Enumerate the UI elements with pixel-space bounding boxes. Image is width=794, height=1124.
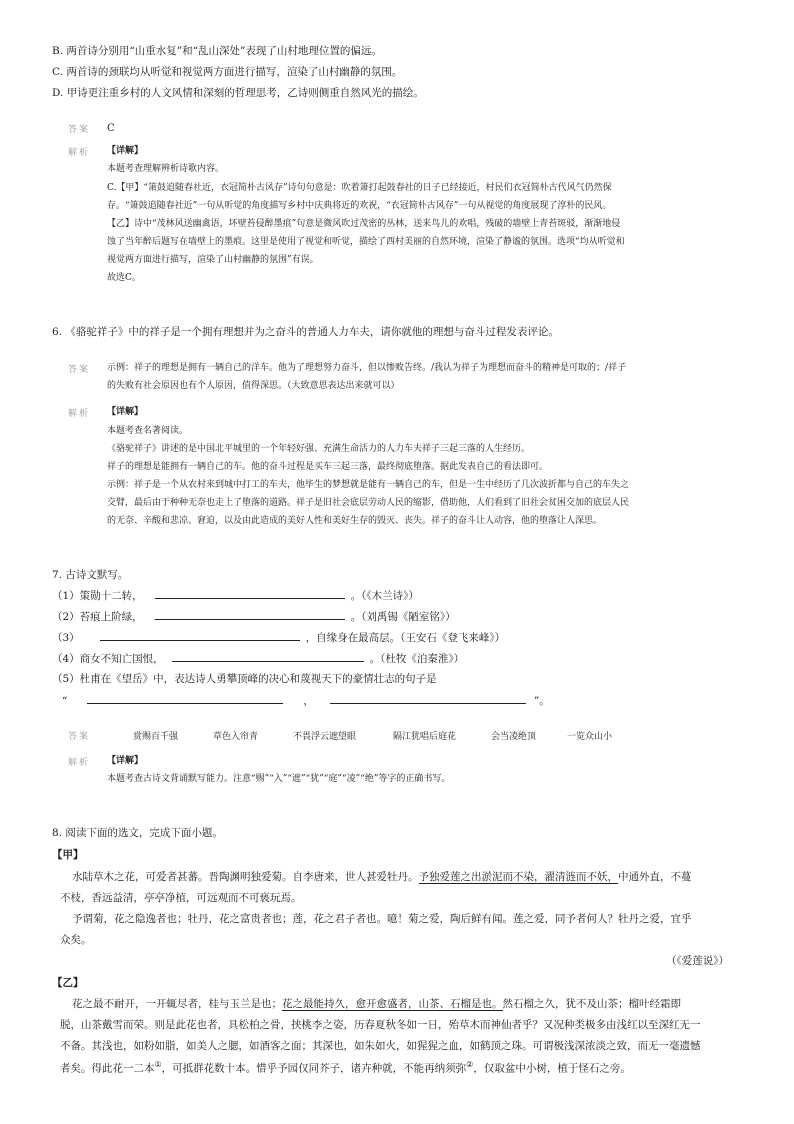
recite-item-1: （1）策勋十二转， 。（《木兰诗》） bbox=[52, 590, 419, 602]
passage-jia-line: 水陆草木之花，可爱者甚蕃。晋陶渊明独爱菊。自李唐来，世人甚爱牡丹。予独爱莲之出淤泥而不染，濯清涟而不妖，中通外直，不蔓 bbox=[72, 871, 692, 883]
analysis-label: 解析 bbox=[68, 409, 91, 419]
underlined-sentence: 花之最能持久，愈开愈盛者，山茶、石榴是也。 bbox=[282, 998, 503, 1010]
question-8: 8. 阅读下面的选文，完成下面小题。 bbox=[52, 827, 223, 839]
answer-item: 赏赐百千强 bbox=[133, 732, 179, 742]
passage-jia-line: 不枝，香远益清，亭亭净植，可远观而不可亵玩焉。 bbox=[60, 892, 302, 904]
passage-yi-label: 【乙】 bbox=[52, 977, 84, 989]
answer-blank[interactable] bbox=[155, 609, 345, 620]
question-6: 6. 《骆驼祥子》中的祥子是一个拥有理想并为之奋斗的普通人力车夫，请你就他的理想与奋斗过程发表评论。 bbox=[52, 326, 559, 338]
answer-line: 示例：祥子的理想是拥有一辆自己的洋车。他为了理想努力奋斗，但以惨败告终。/我认为祥子为理想而奋斗的精神是可取的；/祥子 bbox=[107, 363, 627, 373]
answer-blank[interactable] bbox=[330, 693, 526, 704]
analysis-heading: 【详解】 bbox=[107, 756, 144, 766]
analysis-line: 本题考查古诗文背诵默写能力。注意“赐”“入”“遮”“犹”“庭”“凌”“绝”等字的正确书写。 bbox=[107, 774, 451, 784]
footnote-marker[interactable]: ① bbox=[154, 1060, 162, 1069]
answer-item: 草色入帘青 bbox=[213, 732, 259, 742]
answer-item: 一览众山小 bbox=[567, 732, 613, 742]
answer-blank[interactable] bbox=[87, 693, 283, 704]
answer-item: 会当凌绝顶 bbox=[491, 732, 537, 742]
analysis-line: 蚀了当年醉后题写在墙壁上的墨痕。这里是使用了视觉和听觉，描绘了西村美丽的自然环境，渲染了静谧的氛围。选项“均从听觉和 bbox=[107, 237, 625, 247]
analysis-line: 【乙】诗中“茂林风送幽禽语，坏壁苔侵醉墨痕”句意是微风吹过茂密的丛林，送来鸟儿的欢唱，残破的墙壁上青苔斑驳，渐渐地侵 bbox=[107, 219, 621, 229]
passage-jia-line: 予谓菊，花之隐逸者也；牡丹，花之富贵者也；莲，花之君子者也。噫！菊之爱，陶后鲜有闻。莲之爱，同予者何人？牡丹之爱，宜乎 bbox=[72, 913, 692, 925]
analysis-line: 祥子的理想是能拥有一辆自己的车。他的奋斗过程是买车三起三落，最终彻底堕落。据此发表自己的看法即可。 bbox=[107, 462, 549, 472]
answer-label: 答案 bbox=[68, 365, 91, 375]
recite-item-5: （5）杜甫在《望岳》中，表达诗人勇攀顶峰的决心和蔑视天下的豪情壮志的句子是 bbox=[52, 673, 437, 685]
recite-item-5-blanks: “ ， ”。 bbox=[62, 695, 550, 707]
analysis-label: 解析 bbox=[68, 758, 91, 768]
passage-yi-line: 花之最不耐开，一开辄尽者，桂与玉兰是也；花之最能持久，愈开愈盛者，山茶、石榴是也。然石榴之久，犹不及山茶；榴叶经霜即 bbox=[72, 998, 681, 1010]
analysis-line: 本题考查名著阅读。 bbox=[107, 426, 189, 436]
answer-blank[interactable] bbox=[172, 651, 364, 662]
passage-yi-line: 者矣。得此花一二本①，可抵群花数十本。惜乎予园仅同芥子，诸卉种就，不能再纳须弥②，仅取盆中小树，植于怪石之旁。 bbox=[60, 1060, 631, 1075]
option-c: C. 两首诗的颈联均从听觉和视觉两方面进行描写，渲染了山村幽静的氛围。 bbox=[52, 66, 403, 78]
answer-item: 不畏浮云遮望眼 bbox=[293, 732, 357, 742]
analysis-line: 视觉两方面进行描写，渲染了山村幽静的氛围”有误。 bbox=[107, 255, 319, 265]
analysis-line: 《骆驼祥子》讲述的是中国北平城里的一个年轻好强、充满生命活力的人力车夫祥子三起三落的人生经历。 bbox=[107, 444, 531, 454]
recite-item-4: （4）商女不知亡国恨， 。（杜牧《泊秦淮》） bbox=[52, 653, 465, 665]
analysis-line: 故选C。 bbox=[107, 273, 141, 283]
passage-jia-label: 【甲】 bbox=[52, 849, 84, 861]
analysis-label: 解析 bbox=[68, 148, 91, 158]
answer-label: 答案 bbox=[68, 732, 91, 742]
analysis-heading: 【详解】 bbox=[107, 146, 144, 156]
passage-yi-line: 脱，山茶戴雪而荣。则是此花也者，具松柏之骨，挟桃李之姿，历春夏秋冬如一日，殆草木而神仙者乎？又况种类极多由浅红以至深红无一 bbox=[60, 1019, 701, 1031]
recite-item-3: （3） ，自缘身在最高层。（王安石《登飞来峰》） bbox=[52, 632, 506, 644]
answer-value: C bbox=[107, 123, 115, 134]
passage-jia-line: 众矣。 bbox=[60, 934, 92, 946]
underlined-sentence: 予独爱莲之出淤泥而不染，濯清涟而不妖， bbox=[418, 871, 618, 883]
recite-item-2: （2）苔痕上阶绿， 。（刘禹锡《陋室铭》） bbox=[52, 611, 456, 623]
answer-label: 答案 bbox=[68, 125, 91, 135]
analysis-line: 本题考查理解辨析诗歌内容。 bbox=[107, 164, 225, 174]
analysis-heading: 【详解】 bbox=[107, 407, 144, 417]
analysis-line: C.【甲】“箫鼓追随春社近，衣冠简朴古风存”诗句句意是：吹着箫打起鼓春社的日子已经接近，村民们衣冠简朴古代风气仍然保 bbox=[107, 183, 612, 193]
footnote-marker[interactable]: ② bbox=[466, 1060, 474, 1069]
answer-item: 隔江犹唱后庭花 bbox=[393, 732, 457, 742]
analysis-line: 示例：祥子是一个从农村来到城中打工的车夫，他毕生的梦想就是能有一辆自己的车，但是一生中经历了几次波折都与自己的车失之 bbox=[107, 480, 630, 490]
option-b: B. 两首诗分别用“山重水复”和“乱山深处”表现了山村地理位置的偏远。 bbox=[52, 45, 382, 57]
passage-yi-line: 不备。其浅也，如粉如脂，如美人之腮，如酒客之面；其深也，如朱如火，如猩猩之血，如鹤顶之珠。可谓极浅深浓淡之致，而无一毫遗憾 bbox=[60, 1040, 701, 1052]
passage-jia-source: （《爱莲说》） bbox=[666, 955, 729, 967]
answer-line: 的失败有社会原因也有个人原因，值得深思。（大致意思表达出来就可以） bbox=[107, 381, 400, 391]
analysis-line: 交臂，最后由于种种无奈也走上了堕落的道路。祥子是旧社会底层劳动人民的缩影，借助他，人们看到了旧社会贫困交加的底层人民 bbox=[107, 498, 630, 508]
question-7: 7. 古诗文默写。 bbox=[52, 569, 129, 581]
answer-blank[interactable] bbox=[155, 588, 345, 599]
analysis-line: 存。“箫鼓追随春社近”一句从听觉的角度描写乡村中庆典将近的欢祝，“衣冠简朴古风存”一句从视觉的角度展现了淳朴的民风。 bbox=[107, 201, 612, 211]
analysis-line: 的无奈、辛酸和悲凉、窘迫，以及由此造成的美好人性和美好生存的毁灭、丧失。祥子的奋斗让人动容，他的堕落让人深思。 bbox=[107, 516, 603, 526]
answer-blank[interactable] bbox=[100, 630, 300, 641]
option-d: D. 甲诗更注重乡村的人文风情和深刻的哲理思考，乙诗则侧重自然风光的描绘。 bbox=[52, 87, 424, 99]
